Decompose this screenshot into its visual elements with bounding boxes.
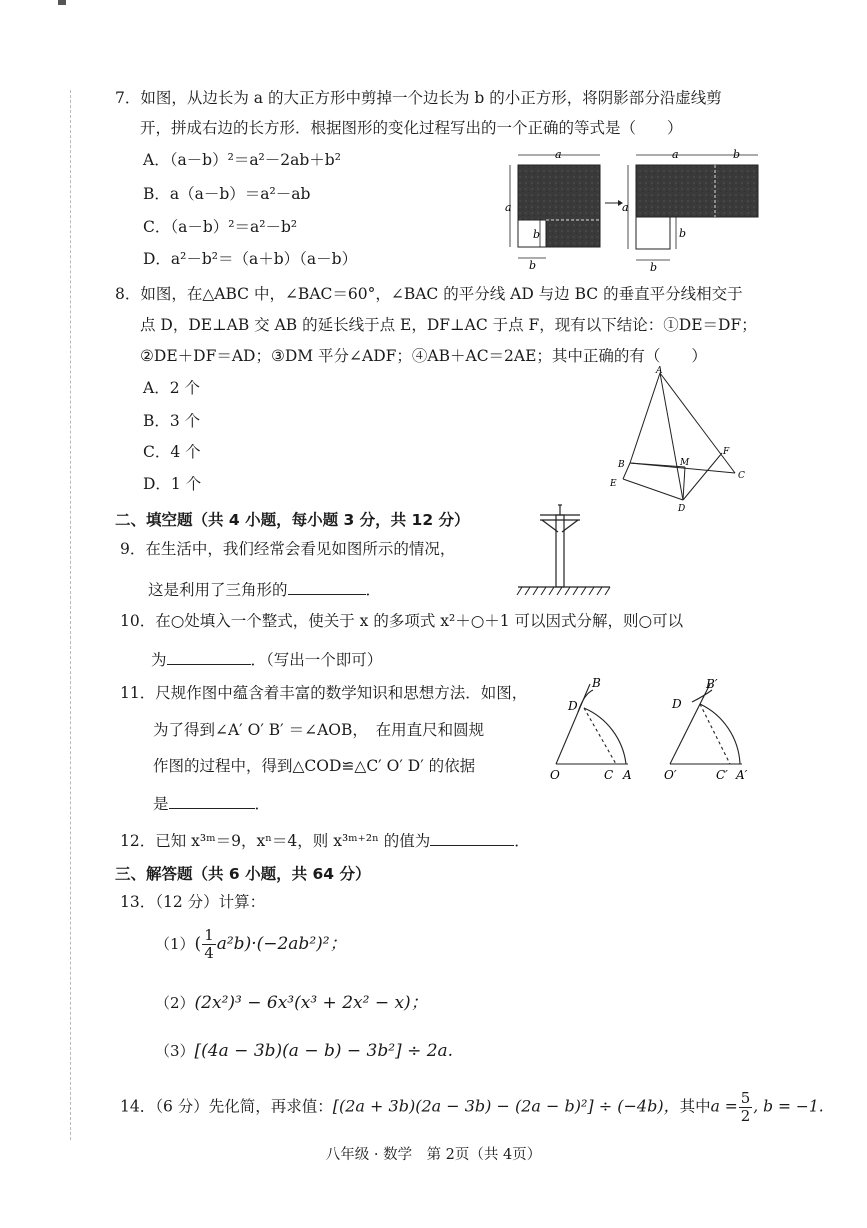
q10-line1: 10．在○处填入一个整式，使关于 x 的多项式 x²＋○＋1 可以因式分解，则○可以 <box>120 612 684 630</box>
q11-figure-2 <box>662 672 762 782</box>
q7-figure <box>500 145 770 275</box>
q9-line2: 这是利用了三角形的 ． <box>148 578 381 600</box>
q8-line1: 8．如图，在△ABC 中，∠BAC＝60°，∠BAC 的平分线 AD 与边 BC 的垂直平分线相交于 <box>115 285 743 303</box>
q7-label-b-right-bottom: b <box>650 261 658 274</box>
q11-line1: 11．尺规作图中蕴含着丰富的数学知识和思想方法．如图， <box>120 684 528 702</box>
q11-line2: 为了得到∠A′ O′ B′ ＝∠AOB， 在用直尺和圆规 <box>153 721 485 739</box>
q13-part3: （3）[(4a − 3b)(a − b) − 3b²] ÷ 2a. <box>155 1041 454 1061</box>
q7-option-c: C．（a－b）²＝a²－b² <box>143 218 298 236</box>
q11-figure-1 <box>548 672 648 782</box>
q8-label-E: E <box>610 479 617 489</box>
q12-line: 12．已知 x³ᵐ＝9，xⁿ＝4，则 x³ᵐ⁺²ⁿ 的值为 ． <box>120 829 530 851</box>
q7-option-b: B．a（a－b）＝a²－ab <box>143 185 311 203</box>
q10-answer-blank[interactable] <box>167 648 251 665</box>
q11-f1-O: O <box>550 768 560 782</box>
q12-answer-blank[interactable] <box>430 829 514 846</box>
q7-option-a: A．（a－b）²＝a²－2ab＋b² <box>143 151 341 169</box>
q7-label-a-left: a <box>505 201 512 214</box>
section-3-heading: 三、解答题（共 6 小题，共 64 分） <box>115 865 371 883</box>
section-2-heading: 二、填空题（共 4 小题，每小题 3 分，共 12 分） <box>115 511 470 529</box>
q11-f1-A: A <box>623 768 632 782</box>
q7-line1: 7．如图，从边长为 a 的大正方形中剪掉一个边长为 b 的小正方形，将阴影部分沿虚线剪 <box>115 89 722 107</box>
q11-f1-D: D <box>568 699 578 713</box>
q8-line3: ②DE＋DF＝AD；③DM 平分∠ADF；④AB＋AC＝2AE；其中正确的有（ ） <box>140 347 707 365</box>
q13-part1: （1）( $\frac{1}{4}$ a²b)·(−2ab²)²； <box>155 926 347 962</box>
q7-label-b-right-side: b <box>679 227 687 240</box>
q7-label-b-bottom: b <box>529 259 537 272</box>
q7-label-b-right-top: b <box>733 148 741 161</box>
q11-answer-blank[interactable] <box>169 792 255 809</box>
q9-figure <box>510 500 620 600</box>
q11-line4: 是 ． <box>153 792 270 814</box>
q8-label-B: B <box>618 460 625 470</box>
q8-line2: 点 D，DE⊥AB 交 AB 的延长线于点 E，DF⊥AC 于点 F，现有以下结论：①DE＝DF； <box>140 316 757 334</box>
q11-f2-O: O′ <box>664 768 677 782</box>
q8-figure <box>605 365 765 515</box>
q8-label-F: F <box>723 447 730 457</box>
margin-dashed-line <box>70 90 72 1140</box>
q9-line1: 9．在生活中，我们经常会看见如图所示的情况， <box>120 540 456 558</box>
q7-label-a-right-top: a <box>672 148 679 161</box>
q8-option-d: D．1 个 <box>143 475 202 493</box>
q7-label-a-top: a <box>555 148 562 161</box>
q8-option-a: A．2 个 <box>143 379 200 397</box>
q11-f2-A: A′ <box>736 768 748 782</box>
q7-option-d: D．a²－b²＝（a＋b）（a－b） <box>143 250 358 268</box>
q14-fraction: $\frac{5}{2}$ <box>740 1089 751 1125</box>
q8-label-D: D <box>678 504 686 514</box>
q8-label-A: A <box>656 366 663 376</box>
q11-f1-B: B <box>592 676 601 690</box>
q7-line2: 开，拼成右边的长方形．根据图形的变化过程写出的一个正确的等式是（ ） <box>140 119 683 137</box>
q7-label-a-right-left: a <box>622 201 629 214</box>
q14-line: 14．（6 分）先化简，再求值：[(2a + 3b)(2a − 3b) − (2a − b)²] ÷ (−4b)，其中a = $\frac{5}{2}$ , b = −1. <box>120 1089 824 1125</box>
scan-corner-mark <box>58 0 66 5</box>
q8-label-M: M <box>680 458 690 468</box>
q8-label-C: C <box>738 471 745 481</box>
q11-f1-C: C <box>604 768 614 782</box>
q13-fraction: $\frac{1}{4}$ <box>204 926 214 962</box>
q9-answer-blank[interactable] <box>288 578 366 595</box>
q10-line2: 为 ．（写出一个即可） <box>151 648 382 670</box>
q7-label-b-inner: b <box>533 228 541 241</box>
q8-option-c: C．4 个 <box>143 443 201 461</box>
q8-option-b: B．3 个 <box>143 412 201 430</box>
page-footer: 八年级 · 数学 第 2页（共 4页） <box>325 1147 542 1163</box>
q13-part2: （2）(2x²)³ − 6x³(x³ + 2x² − x)； <box>155 993 428 1013</box>
q13-heading: 13．（12 分）计算： <box>120 893 266 911</box>
q11-f2-C: C′ <box>716 768 728 782</box>
q11-f2-B: B′ <box>706 677 718 691</box>
q11-f2-D: D <box>672 697 682 711</box>
q11-line3: 作图的过程中，得到△COD≌△C′ O′ D′ 的依据 <box>153 757 476 775</box>
